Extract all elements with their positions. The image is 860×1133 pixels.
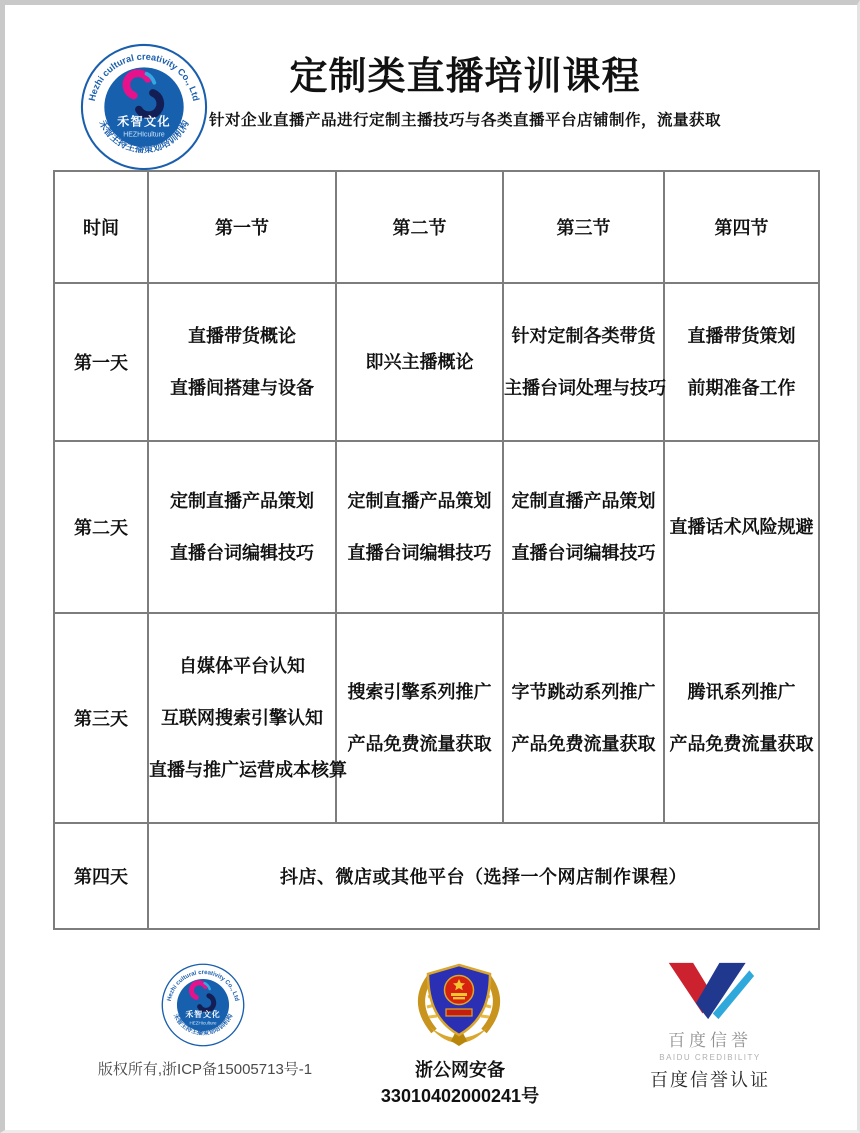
course-cell-line: 直播带货策划 (687, 326, 796, 346)
course-cell (503, 441, 664, 613)
table-row (54, 283, 819, 441)
icp-license-text[interactable]: 版权所有,浙ICP备15005713号-1 (97, 1061, 313, 1078)
merged-course-cell: 抖店、微店或其他平台（选择一个网店制作课程） (148, 823, 819, 929)
police-registration-text[interactable]: 浙公网安备 33010402000241号 (380, 1060, 540, 1106)
logo-name-en: HEZHIculture (123, 131, 165, 139)
course-cell (503, 613, 664, 823)
course-cell-line: 产品免费流量获取 (347, 734, 492, 754)
course-cell-line: 直播台词编辑技巧 (347, 543, 492, 563)
header (125, 55, 805, 130)
course-cell (664, 613, 819, 823)
baidu-cert-label[interactable]: 百度信誉认证 (650, 1070, 770, 1090)
course-cell-line: 定制直播产品策划 (511, 491, 656, 511)
logo-name-cn: 禾智文化 (117, 114, 171, 129)
course-cell (503, 283, 664, 441)
table-row (54, 823, 819, 929)
course-cell-line: 即兴主播概论 (365, 352, 474, 372)
day-cell: 第二天 (54, 441, 148, 613)
course-cell-line: 产品免费流量获取 (511, 734, 656, 754)
table-row (54, 441, 819, 613)
column-header-session-4: 第四节 (664, 171, 819, 283)
footer-logo-name-cn: 禾智文化 (185, 1010, 221, 1020)
course-cell-line: 定制直播产品策划 (347, 491, 492, 511)
baidu-credibility-cn: 百度信誉 (668, 1031, 752, 1050)
table-row (54, 613, 819, 823)
day-cell: 第三天 (54, 613, 148, 823)
footer-logo-svg (161, 963, 245, 1047)
footer-logo-name-en: HEZHIculture (189, 1020, 217, 1026)
course-table-body (54, 171, 819, 929)
course-cell (148, 283, 336, 441)
course-table (53, 170, 820, 930)
page-title: 定制类直播培训课程 (289, 56, 641, 98)
course-cell-line: 定制直播产品策划 (170, 491, 314, 511)
column-header-session-3: 第三节 (503, 171, 664, 283)
column-header-time: 时间 (54, 171, 148, 283)
course-cell-line: 主播台词处理与技巧 (504, 378, 666, 398)
column-header-session-2: 第二节 (336, 171, 503, 283)
course-cell (148, 613, 347, 823)
course-cell (664, 283, 819, 441)
course-cell-line: 搜索引擎系列推广 (347, 682, 492, 702)
course-cell (336, 613, 503, 823)
page-subtitle: 针对企业直播产品进行定制主播技巧与各类直播平台店铺制作，流量获取 (208, 112, 721, 129)
course-cell-line: 针对定制各类带货 (511, 326, 656, 346)
course-cell (664, 441, 819, 613)
day-cell: 第四天 (54, 823, 148, 929)
course-cell-line: 前期准备工作 (687, 378, 796, 398)
footer-logo-ring-text-top: Hezhi cultural creativity Co., Ltd (166, 969, 240, 1002)
course-cell (336, 283, 503, 441)
course-cell-line: 腾讯系列推广 (687, 682, 796, 702)
baidu-v-icon (665, 961, 755, 1021)
logo-ring-text-bottom: 禾智主持主播策划培训机构 (96, 118, 192, 156)
logo-ring-text-top: Hezhi cultural creativity Co., Ltd (86, 51, 202, 102)
baidu-credibility-block[interactable] (635, 961, 785, 1092)
column-header-session-1: 第一节 (148, 171, 336, 283)
course-cell-line: 自媒体平台认知 (179, 656, 305, 676)
course-cell-line: 直播台词编辑技巧 (511, 543, 656, 563)
day-cell: 第一天 (54, 283, 148, 441)
course-cell-line: 产品免费流量获取 (669, 734, 814, 754)
course-cell (336, 441, 503, 613)
baidu-credibility-en: BAIDU CREDIBILITY (659, 1053, 761, 1062)
footer-company-logo-icon (161, 963, 245, 1047)
course-cell (148, 441, 336, 613)
table-header-row (54, 171, 819, 283)
course-cell-line: 直播间搭建与设备 (170, 378, 314, 398)
police-badge-icon[interactable] (403, 957, 515, 1047)
course-cell-line: 直播台词编辑技巧 (170, 543, 314, 563)
course-cell-line: 直播带货概论 (188, 326, 296, 346)
course-cell-line: 直播话术风险规避 (669, 517, 814, 537)
footer-logo-ring-text-bottom: 禾智主持主播策划培训机构 (171, 1012, 235, 1037)
course-cell-line: 字节跳动系列推广 (511, 682, 656, 702)
course-cell-line: 直播与推广运营成本核算 (149, 760, 347, 780)
course-cell-line: 互联网搜索引擎认知 (161, 708, 323, 728)
